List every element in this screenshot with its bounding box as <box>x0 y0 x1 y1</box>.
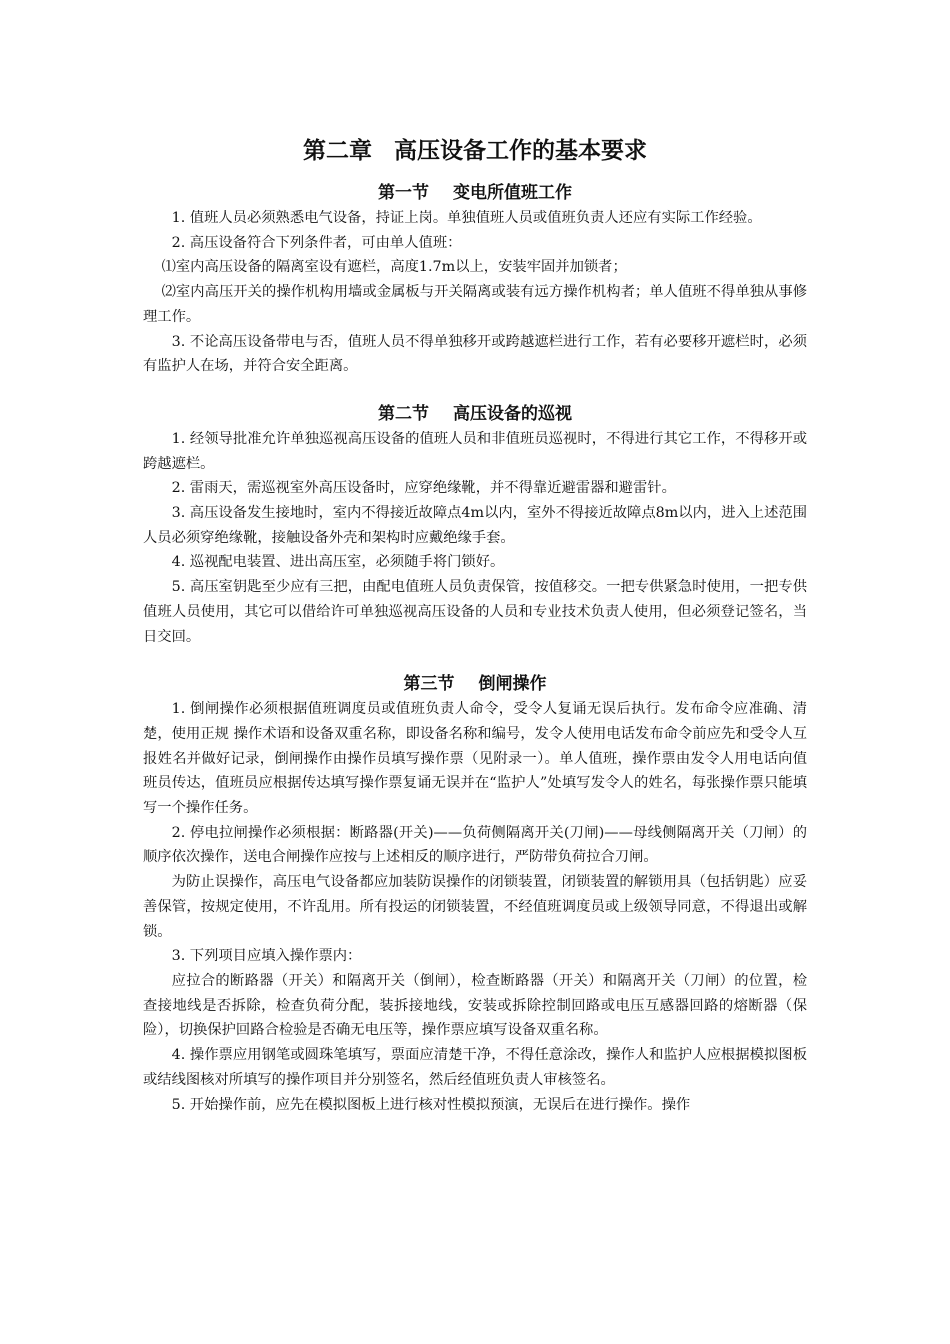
paragraph: 3. 下列项目应填入操作票内： <box>171 948 362 965</box>
paragraph: 3. 不论高压设备带电与否，值班人员不得单独移开或跨越遮栏进行工作，若有必要移开遮栏时，必须有监护人在场，并符合安全距离。 <box>143 333 807 375</box>
paragraph: 1. 值班人员必须熟悉电气设备，持证上岗。单独值班人员或值班负责人还应有实际工作经验。 <box>171 210 762 226</box>
paragraph: 5. 高压室钥匙至少应有三把，由配电值班人员负责保管，按值移交。一把专供紧急时使用，一把专供值班人员使用，其它可以借给许可单独巡视高压设备的人员和专业技术负责人使用，但必须登记签名，当日交回。 <box>143 579 807 645</box>
paragraph: 1. 经领导批准允许单独巡视高压设备的值班人员和非值班员巡视时，不得进行其它工作，不得移开或跨越遮栏。 <box>143 430 807 472</box>
paragraph: 4. 操作票应用钢笔或圆珠笔填写，票面应清楚干净，不得任意涂改，操作人和监护人应根据模拟图板或结线图核对所填写的操作项目并分别签名，然后经值班负责人审核签名。 <box>143 1047 807 1088</box>
paragraph: 4. 巡视配电装置、进出高压室，必须随手将门锁好。 <box>171 554 505 571</box>
section-heading <box>143 401 807 427</box>
paragraph: 5. 开始操作前，应先在模拟图板上进行核对性模拟预演，无误后在进行操作。操作 <box>171 1096 691 1113</box>
section-title: 倒闸操作 <box>478 674 547 695</box>
paragraph: 1. 倒闸操作必须根据值班调度员或值班负责人命令，受令人复诵无误后执行。发布命令应准确、清楚，使用正规 操作术语和设备双重名称，即设备名称和编号，发令人使用电话发布命令前应先和受令人互报姓名并做好记录，倒闸操作由操作员填写操作票（见附录一）。单人值班，操作票由发令人用电话向值班员传达，值班员应根据传达填写操作票复诵无误并在“监护人”处填写发令人的姓名，每张操作票只能填写一个操作任务。 <box>143 701 807 817</box>
section-number: 第二节 <box>378 403 429 424</box>
paragraph: 3. 高压设备发生接地时，室内不得接近故障点4m以内，室外不得接近故障点8m以内，进入上述范围人员必须穿绝缘靴，接触设备外壳和架构时应戴绝缘手套。 <box>143 505 807 546</box>
paragraph: 2. 高压设备符合下列条件者，可由单人值班： <box>171 234 462 251</box>
paragraph: ⑴室内高压设备的隔离室设有遮栏，高度1.7m以上，安装牢固并加锁者； <box>161 259 627 276</box>
section-number: 第三节 <box>403 674 455 695</box>
section-heading <box>143 671 807 697</box>
paragraph: 2. 停电拉闸操作必须根据：断路器(开关)——负荷侧隔离开关(刀闸)——母线侧隔离开关（刀闸）的顺序依次操作，送电合闸操作应按与上述相反的顺序进行，严防带负荷拉合刀闸。 <box>143 824 807 866</box>
paragraph: ⑵室内高压开关的操作机构用墙或金属板与开关隔离或装有远方操作机构者；单人值班不得单独从事修理工作。 <box>143 284 807 325</box>
paragraph: 2. 雷雨天，需巡视室外高压设备时，应穿绝缘靴，并不得靠近避雷器和避雷针。 <box>171 480 676 497</box>
section-heading <box>143 180 807 206</box>
chapter-title-text: 高压设备工作的基本要求 <box>394 138 647 164</box>
paragraph: 为防止误操作，高压电气设备都应加装防误操作的闭锁装置，闭锁装置的解锁用具（包括钥匙）应妥善保管，按规定使用，不许乱用。所有投运的闭锁装置，不经值班调度员或上级领导同意，不得退出或解锁。 <box>143 874 807 940</box>
chapter-title <box>143 132 807 170</box>
section-title: 高压设备的巡视 <box>453 403 572 424</box>
section-number: 第一节 <box>378 183 429 203</box>
section-title: 变电所值班工作 <box>453 183 572 203</box>
chapter-number: 第二章 <box>303 138 372 164</box>
paragraph: 应拉合的断路器（开关）和隔离开关（倒闸），检查断路器（开关）和隔离开关（刀闸）的位置，检查接地线是否拆除，检查负荷分配，装拆接地线，安装或拆除控制回路或电压互感器回路的熔断器（保险），切换保护回路合检验是否确无电压等，操作票应填写设备双重名称。 <box>143 972 807 1039</box>
